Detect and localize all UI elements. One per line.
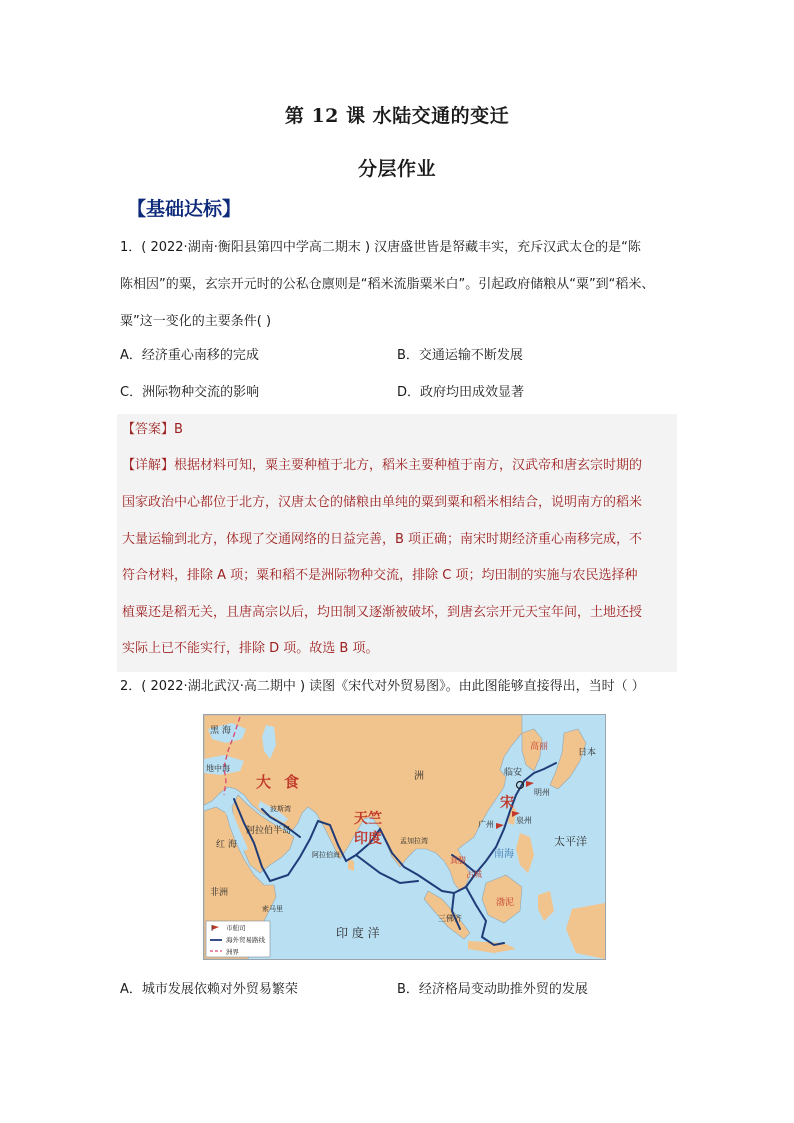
label-mingzhou: 明州 <box>534 788 550 797</box>
question-2-option-a: A．城市发展依赖对外贸易繁荣 <box>120 982 298 997</box>
label-dashi-2: 食 <box>284 773 300 791</box>
label-pacific: 太平洋 <box>554 835 587 848</box>
label-bay-of-bengal: 孟加拉湾 <box>400 837 428 845</box>
question-1-option-b: B．交通运输不断发展 <box>397 348 523 363</box>
label-champa: 占城 <box>466 870 482 879</box>
explanation-line-5: 植粟还是稻无关，且唐高宗以后，均田制又逐渐被破坏，到唐玄宗开元天宝年间，土地还授 <box>122 605 643 620</box>
label-somali: 索马里 <box>262 905 283 913</box>
section-heading: 【基础达标】 <box>127 198 242 220</box>
label-guangzhou: 广州 <box>478 820 494 829</box>
explanation-line-2: 国家政治中心都位于北方，汉唐太仓的储粮由单纯的粟到粟和稻米相结合，说明南方的稻米 <box>122 495 643 510</box>
label-persian-gulf: 波斯湾 <box>270 805 291 813</box>
question-1-line-2: 陈相因”的粟，玄宗开元时的公私仓廪则是“稻米流脂粟米白”。引起政府储粮从“粟”到“稻米、 <box>120 277 655 292</box>
label-africa: 非洲 <box>210 888 229 898</box>
legend-office-label: 市舶司 <box>226 924 246 932</box>
label-quanzhou: 泉州 <box>516 816 532 825</box>
label-zhenla: 真腊 <box>450 856 466 865</box>
label-sanfoqi: 三佛齐 <box>438 914 462 923</box>
label-mediterranean: 地中海 <box>206 764 230 773</box>
explanation-line-6: 实际上已不能实行，排除 D 项。故选 B 项。 <box>122 641 379 656</box>
label-red-sea: 红 海 <box>216 840 237 850</box>
label-arabian-sea: 阿拉伯海 <box>312 851 340 859</box>
question-1-option-c: C．洲际物种交流的影响 <box>120 385 260 400</box>
lesson-subtitle: 分层作业 <box>357 158 436 180</box>
label-japan: 日本 <box>578 748 597 758</box>
explanation-line-3: 大量运输到北方，体现了交通网络的日益完善，B 项正确；南宋时期经济重心南移完成，不 <box>122 532 643 547</box>
explanation-line-4: 符合材料，排除 A 项；粟和稻不是洲际物种交流，排除 C 项；均田制的实施与农民选择种 <box>122 568 638 583</box>
label-india: 印度 <box>354 831 382 847</box>
song-trade-map <box>203 714 606 960</box>
question-1-answer: 【答案】B <box>122 422 183 437</box>
label-song: 宋 <box>500 795 514 811</box>
label-tianzhu: 天竺 <box>354 811 382 827</box>
map-legend <box>206 921 270 957</box>
explanation-line-1: 【详解】根据材料可知，粟主要种植于北方，稻米主要种植于南方，汉武帝和唐玄宗时期的 <box>122 458 643 473</box>
question-1-option-d: D．政府均田成效显著 <box>397 385 525 400</box>
label-black-sea: 黑 海 <box>210 726 231 736</box>
label-arabian-peninsula: 阿拉伯半岛 <box>246 826 292 836</box>
question-1-line-1: 1．( 2022·湖南·衡阳县第四中学高二期末 ) 汉唐盛世皆是帑藏丰实，充斥汉武太仓的是“陈 <box>120 240 641 255</box>
label-borneo: 渤泥 <box>496 898 515 908</box>
question-2-stem: 2．( 2022·湖北武汉·高二期中 ) 读图《宋代对外贸易图》。由此图能够直接得出，当时（ ） <box>120 679 645 694</box>
question-1-line-3: 粟”这一变化的主要条件( ) <box>120 314 272 329</box>
legend-route-label: 海外贸易路线 <box>226 936 265 944</box>
label-linan: 临安 <box>504 768 523 778</box>
label-south-sea: 南海 <box>494 849 514 860</box>
legend-boundary-label: 洲界 <box>226 948 239 956</box>
lesson-title: 第 12 课 水陆交通的变迁 <box>284 105 510 127</box>
question-2-option-b: B．经济格局变动助推外贸的发展 <box>397 982 588 997</box>
label-goryeo: 高丽 <box>530 742 549 752</box>
question-1-option-a: A．经济重心南移的完成 <box>120 348 259 363</box>
map-land-srilanka <box>348 859 354 871</box>
label-asia: 洲 <box>414 771 424 782</box>
label-dashi-1: 大 <box>256 773 272 791</box>
label-indian-ocean: 印 度 洋 <box>336 926 380 940</box>
